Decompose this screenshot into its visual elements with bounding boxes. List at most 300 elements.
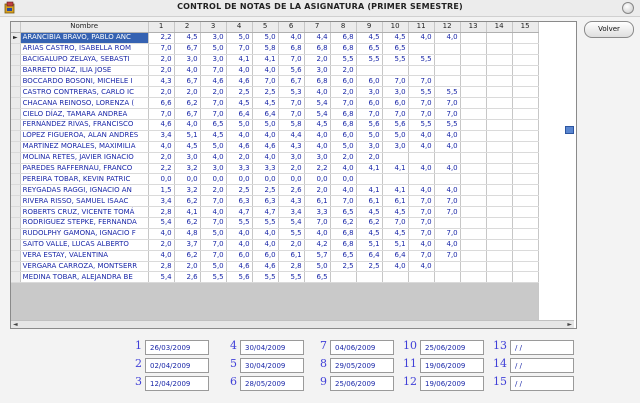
grade-cell[interactable]: [512, 32, 538, 43]
student-name-cell[interactable]: MARTÍNEZ MORALES, MAXIMILIA: [20, 141, 148, 152]
grade-cell[interactable]: 5,0: [252, 32, 278, 43]
grade-cell[interactable]: [512, 109, 538, 120]
grade-cell[interactable]: 4,6: [252, 141, 278, 152]
grade-cell[interactable]: [486, 207, 512, 218]
grade-cell[interactable]: 2,8: [278, 261, 304, 272]
grade-cell[interactable]: 6,2: [174, 98, 200, 109]
grade-cell[interactable]: 6,2: [174, 250, 200, 261]
grade-cell[interactable]: 4,3: [148, 76, 174, 87]
grade-cell[interactable]: 5,0: [330, 141, 356, 152]
table-row[interactable]: [11, 152, 538, 163]
grade-cell[interactable]: 3,0: [304, 152, 330, 163]
grade-cell[interactable]: [486, 130, 512, 141]
column-header-eval-10[interactable]: 10: [382, 22, 408, 32]
row-indicator[interactable]: [11, 98, 20, 109]
row-indicator[interactable]: [11, 54, 20, 65]
grade-cell[interactable]: 7,0: [200, 250, 226, 261]
grade-cell[interactable]: 6,4: [382, 250, 408, 261]
grade-cell[interactable]: 6,8: [278, 43, 304, 54]
grade-cell[interactable]: 4,0: [226, 239, 252, 250]
grade-cell[interactable]: 4,6: [226, 76, 252, 87]
grade-cell[interactable]: 4,1: [356, 163, 382, 174]
grade-cell[interactable]: 6,0: [382, 98, 408, 109]
grade-cell[interactable]: 5,0: [252, 120, 278, 131]
grade-cell[interactable]: 7,0: [408, 207, 434, 218]
row-indicator[interactable]: [11, 185, 20, 196]
row-indicator[interactable]: ►: [11, 32, 20, 43]
grade-cell[interactable]: 2,0: [148, 65, 174, 76]
grade-cell[interactable]: 5,0: [200, 43, 226, 54]
grade-cell[interactable]: 5,8: [252, 43, 278, 54]
grade-cell[interactable]: [408, 65, 434, 76]
grade-cell[interactable]: 4,0: [330, 163, 356, 174]
grade-cell[interactable]: [486, 120, 512, 131]
grade-cell[interactable]: 7,0: [304, 218, 330, 229]
grade-cell[interactable]: 0,0: [330, 174, 356, 185]
grade-cell[interactable]: 1,5: [148, 185, 174, 196]
grade-cell[interactable]: 3,3: [226, 163, 252, 174]
grade-cell[interactable]: 3,7: [174, 239, 200, 250]
grade-cell[interactable]: [512, 272, 538, 283]
grade-cell[interactable]: [512, 163, 538, 174]
grade-cell[interactable]: [434, 76, 460, 87]
evaluation-date-field[interactable]: 30/04/2009: [240, 340, 304, 355]
grade-cell[interactable]: 5,5: [330, 54, 356, 65]
grade-cell[interactable]: 7,0: [434, 109, 460, 120]
row-indicator[interactable]: [11, 239, 20, 250]
grade-cell[interactable]: 4,0: [200, 207, 226, 218]
grade-cell[interactable]: [382, 272, 408, 283]
table-row[interactable]: [11, 207, 538, 218]
grade-cell[interactable]: 2,5: [252, 87, 278, 98]
grade-cell[interactable]: 4,6: [226, 261, 252, 272]
row-indicator[interactable]: [11, 272, 20, 283]
grade-cell[interactable]: 2,0: [330, 87, 356, 98]
grade-cell[interactable]: 5,5: [382, 54, 408, 65]
student-name-cell[interactable]: BACIGALUPO ZELAYA, SEBASTI: [20, 54, 148, 65]
grade-cell[interactable]: 6,5: [200, 120, 226, 131]
grade-cell[interactable]: [460, 185, 486, 196]
grade-cell[interactable]: [434, 174, 460, 185]
grade-cell[interactable]: 7,0: [434, 250, 460, 261]
evaluation-date-field[interactable]: 19/06/2009: [420, 376, 484, 391]
grade-cell[interactable]: [512, 43, 538, 54]
grade-cell[interactable]: 6,1: [356, 196, 382, 207]
grade-cell[interactable]: [512, 228, 538, 239]
grade-cell[interactable]: 2,0: [174, 261, 200, 272]
grade-cell[interactable]: 0,0: [200, 174, 226, 185]
grade-cell[interactable]: 7,0: [148, 43, 174, 54]
grade-cell[interactable]: [512, 130, 538, 141]
grade-cell[interactable]: 5,5: [278, 228, 304, 239]
grade-cell[interactable]: 5,5: [408, 87, 434, 98]
table-row[interactable]: [11, 76, 538, 87]
grade-cell[interactable]: 0,0: [304, 174, 330, 185]
grade-cell[interactable]: 4,0: [226, 228, 252, 239]
student-name-cell[interactable]: ARIAS CASTRO, ISABELLA ROM: [20, 43, 148, 54]
grade-cell[interactable]: 4,0: [408, 163, 434, 174]
grade-cell[interactable]: 3,3: [252, 163, 278, 174]
grade-cell[interactable]: 6,7: [278, 76, 304, 87]
vertical-scrollbar[interactable]: [563, 21, 573, 327]
grade-cell[interactable]: 2,0: [148, 87, 174, 98]
grade-cell[interactable]: 7,0: [200, 218, 226, 229]
grade-cell[interactable]: [460, 174, 486, 185]
grade-cell[interactable]: [486, 98, 512, 109]
grade-cell[interactable]: [512, 218, 538, 229]
grade-cell[interactable]: 3,0: [200, 163, 226, 174]
grade-cell[interactable]: 6,8: [330, 43, 356, 54]
evaluation-date-field[interactable]: 30/04/2009: [240, 358, 304, 373]
grade-cell[interactable]: 6,4: [356, 250, 382, 261]
grade-cell[interactable]: [486, 43, 512, 54]
grade-cell[interactable]: 2,0: [148, 239, 174, 250]
grade-cell[interactable]: [512, 76, 538, 87]
grade-cell[interactable]: 4,0: [252, 130, 278, 141]
grade-cell[interactable]: [382, 65, 408, 76]
evaluation-date-field[interactable]: 04/06/2009: [330, 340, 394, 355]
grade-cell[interactable]: 4,0: [148, 141, 174, 152]
grade-cell[interactable]: 6,5: [382, 43, 408, 54]
column-header-eval-15[interactable]: 15: [512, 22, 538, 32]
grade-cell[interactable]: 3,0: [382, 87, 408, 98]
student-name-cell[interactable]: CIELO DÍAZ, TAMARA ANDREA: [20, 109, 148, 120]
grade-cell[interactable]: 5,5: [408, 54, 434, 65]
grade-cell[interactable]: 7,0: [382, 76, 408, 87]
grade-cell[interactable]: 6,2: [356, 218, 382, 229]
table-row[interactable]: [11, 163, 538, 174]
grade-cell[interactable]: [486, 272, 512, 283]
row-indicator[interactable]: [11, 109, 20, 120]
table-row[interactable]: [11, 228, 538, 239]
grade-cell[interactable]: 4,0: [330, 185, 356, 196]
grade-cell[interactable]: 4,0: [382, 261, 408, 272]
grade-cell[interactable]: 7,0: [330, 98, 356, 109]
grade-cell[interactable]: [512, 65, 538, 76]
grade-cell[interactable]: 7,0: [408, 76, 434, 87]
grade-cell[interactable]: 5,4: [304, 98, 330, 109]
grade-cell[interactable]: [460, 87, 486, 98]
grade-cell[interactable]: 0,0: [252, 174, 278, 185]
grade-cell[interactable]: 4,0: [252, 239, 278, 250]
grade-cell[interactable]: [460, 152, 486, 163]
grade-cell[interactable]: 4,1: [382, 163, 408, 174]
grade-cell[interactable]: 5,0: [356, 130, 382, 141]
grade-cell[interactable]: 6,3: [226, 196, 252, 207]
table-row[interactable]: [11, 87, 538, 98]
grade-cell[interactable]: 5,0: [382, 130, 408, 141]
grade-cell[interactable]: 5,1: [382, 239, 408, 250]
table-row[interactable]: [11, 272, 538, 283]
grade-cell[interactable]: [356, 272, 382, 283]
evaluation-date-field[interactable]: 28/05/2009: [240, 376, 304, 391]
student-name-cell[interactable]: PEREIRA TOBAR, KEVIN PATRIC: [20, 174, 148, 185]
grade-cell[interactable]: [460, 250, 486, 261]
column-header-nombre[interactable]: Nombre: [20, 22, 148, 32]
grade-cell[interactable]: [486, 185, 512, 196]
grade-cell[interactable]: 3,4: [148, 130, 174, 141]
grade-cell[interactable]: 7,0: [200, 65, 226, 76]
grade-cell[interactable]: [512, 87, 538, 98]
grade-cell[interactable]: 7,0: [434, 98, 460, 109]
column-header-eval-8[interactable]: 8: [330, 22, 356, 32]
grade-cell[interactable]: 4,5: [356, 32, 382, 43]
grade-cell[interactable]: [460, 43, 486, 54]
grade-cell[interactable]: 4,0: [304, 130, 330, 141]
grade-cell[interactable]: 4,0: [226, 130, 252, 141]
grade-cell[interactable]: 5,7: [304, 250, 330, 261]
grade-cell[interactable]: [512, 250, 538, 261]
grade-cell[interactable]: 2,0: [278, 239, 304, 250]
close-window-button[interactable]: [622, 2, 634, 14]
table-row[interactable]: [11, 185, 538, 196]
grade-cell[interactable]: [512, 54, 538, 65]
grade-cell[interactable]: 4,8: [174, 228, 200, 239]
evaluation-date-field[interactable]: / /: [510, 358, 574, 373]
grade-cell[interactable]: 5,5: [200, 272, 226, 283]
row-indicator[interactable]: [11, 218, 20, 229]
grade-cell[interactable]: [460, 218, 486, 229]
grade-cell[interactable]: 5,5: [226, 218, 252, 229]
grade-cell[interactable]: 4,5: [252, 98, 278, 109]
row-indicator[interactable]: [11, 87, 20, 98]
row-indicator[interactable]: [11, 152, 20, 163]
student-name-cell[interactable]: RUDOLPHY GAMONA, IGNACIO F: [20, 228, 148, 239]
grade-cell[interactable]: 6,0: [356, 76, 382, 87]
grade-cell[interactable]: 6,2: [330, 218, 356, 229]
grade-cell[interactable]: 4,0: [252, 65, 278, 76]
grade-cell[interactable]: 6,0: [252, 250, 278, 261]
grade-cell[interactable]: [512, 120, 538, 131]
grade-cell[interactable]: 4,0: [252, 152, 278, 163]
table-row[interactable]: [11, 141, 538, 152]
grade-cell[interactable]: 6,1: [278, 250, 304, 261]
grade-cell[interactable]: 5,1: [356, 239, 382, 250]
row-indicator[interactable]: [11, 228, 20, 239]
grade-cell[interactable]: 2,0: [330, 65, 356, 76]
grade-cell[interactable]: 7,0: [278, 54, 304, 65]
grade-cell[interactable]: 2,0: [356, 152, 382, 163]
grade-cell[interactable]: 6,8: [304, 76, 330, 87]
grade-cell[interactable]: 4,7: [252, 207, 278, 218]
grade-cell[interactable]: 6,0: [356, 98, 382, 109]
row-indicator[interactable]: [11, 207, 20, 218]
grade-cell[interactable]: 4,5: [200, 130, 226, 141]
grade-cell[interactable]: 3,0: [356, 141, 382, 152]
grade-cell[interactable]: 4,5: [226, 98, 252, 109]
grade-cell[interactable]: 4,0: [408, 239, 434, 250]
grade-cell[interactable]: 6,5: [330, 207, 356, 218]
grade-cell[interactable]: 7,0: [408, 109, 434, 120]
grade-cell[interactable]: [512, 174, 538, 185]
column-header-eval-6[interactable]: 6: [278, 22, 304, 32]
grade-cell[interactable]: 6,8: [330, 228, 356, 239]
grade-cell[interactable]: 3,4: [278, 207, 304, 218]
table-row[interactable]: [11, 98, 538, 109]
grade-cell[interactable]: 4,0: [408, 141, 434, 152]
grade-cell[interactable]: [356, 65, 382, 76]
grade-cell[interactable]: [486, 87, 512, 98]
table-row[interactable]: [11, 130, 538, 141]
student-name-cell[interactable]: BARRETO DÍAZ, ILIA JOSÉ: [20, 65, 148, 76]
grade-cell[interactable]: [486, 109, 512, 120]
grade-cell[interactable]: 4,0: [304, 87, 330, 98]
grade-cell[interactable]: 2,5: [226, 87, 252, 98]
student-name-cell[interactable]: RIVERA RISSO, SAMUEL ISAAC: [20, 196, 148, 207]
grade-cell[interactable]: 4,0: [304, 228, 330, 239]
grade-cell[interactable]: 4,5: [304, 120, 330, 131]
grade-cell[interactable]: [486, 141, 512, 152]
grade-cell[interactable]: [408, 174, 434, 185]
grade-cell[interactable]: [486, 174, 512, 185]
grade-cell[interactable]: 4,5: [174, 141, 200, 152]
table-row[interactable]: [11, 54, 538, 65]
grade-cell[interactable]: [460, 272, 486, 283]
row-indicator[interactable]: [11, 261, 20, 272]
grade-cell[interactable]: 6,2: [174, 218, 200, 229]
table-row[interactable]: [11, 43, 538, 54]
grade-cell[interactable]: 4,0: [148, 228, 174, 239]
grade-cell[interactable]: 6,1: [304, 196, 330, 207]
grade-cell[interactable]: 7,0: [200, 196, 226, 207]
grade-cell[interactable]: [408, 152, 434, 163]
student-name-cell[interactable]: LÓPEZ FIGUEROA, ALAN ANDRÉS: [20, 130, 148, 141]
evaluation-date-field[interactable]: 19/06/2009: [420, 358, 484, 373]
grade-cell[interactable]: [486, 228, 512, 239]
grade-cell[interactable]: 7,0: [278, 109, 304, 120]
grade-cell[interactable]: 2,0: [174, 87, 200, 98]
student-name-cell[interactable]: VERGARA CARROZA, MONTSERR: [20, 261, 148, 272]
grade-cell[interactable]: 6,4: [252, 109, 278, 120]
grade-cell[interactable]: 0,0: [174, 174, 200, 185]
student-name-cell[interactable]: FERNÁNDEZ RIVAS, FRANCISCO: [20, 120, 148, 131]
grade-cell[interactable]: 7,0: [200, 98, 226, 109]
grade-cell[interactable]: 4,5: [382, 228, 408, 239]
grade-cell[interactable]: [460, 130, 486, 141]
horizontal-scrollbar[interactable]: [11, 320, 574, 328]
grade-cell[interactable]: 6,8: [330, 109, 356, 120]
grade-cell[interactable]: [434, 65, 460, 76]
row-indicator[interactable]: [11, 163, 20, 174]
grade-cell[interactable]: 4,0: [174, 120, 200, 131]
grade-cell[interactable]: [486, 54, 512, 65]
grade-cell[interactable]: 4,1: [174, 207, 200, 218]
grade-cell[interactable]: [512, 239, 538, 250]
grade-cell[interactable]: 7,0: [382, 218, 408, 229]
column-header-eval-14[interactable]: 14: [486, 22, 512, 32]
grade-cell[interactable]: 4,3: [278, 196, 304, 207]
grade-cell[interactable]: [382, 152, 408, 163]
grade-cell[interactable]: 4,0: [252, 228, 278, 239]
grade-cell[interactable]: [434, 43, 460, 54]
row-indicator[interactable]: [11, 65, 20, 76]
grade-cell[interactable]: 2,0: [226, 152, 252, 163]
grade-cell[interactable]: 4,1: [252, 54, 278, 65]
grade-cell[interactable]: 3,0: [174, 152, 200, 163]
column-header-eval-1[interactable]: 1: [148, 22, 174, 32]
grade-cell[interactable]: 7,0: [330, 196, 356, 207]
grade-cell[interactable]: [434, 261, 460, 272]
student-name-cell[interactable]: REYGADAS RAGGI, IGNACIO AN: [20, 185, 148, 196]
grade-cell[interactable]: [330, 272, 356, 283]
grade-cell[interactable]: 6,8: [304, 43, 330, 54]
column-header-eval-7[interactable]: 7: [304, 22, 330, 32]
grade-cell[interactable]: 5,5: [252, 218, 278, 229]
grade-cell[interactable]: [486, 32, 512, 43]
grade-cell[interactable]: [486, 261, 512, 272]
column-header-eval-2[interactable]: 2: [174, 22, 200, 32]
grade-cell[interactable]: 4,6: [200, 76, 226, 87]
row-indicator[interactable]: [11, 250, 20, 261]
grade-cell[interactable]: 3,0: [304, 65, 330, 76]
grade-cell[interactable]: [356, 174, 382, 185]
grade-cell[interactable]: 2,6: [278, 185, 304, 196]
grade-cell[interactable]: 5,5: [356, 54, 382, 65]
grade-cell[interactable]: 6,7: [174, 109, 200, 120]
column-header-eval-3[interactable]: 3: [200, 22, 226, 32]
table-row[interactable]: [11, 261, 538, 272]
grade-cell[interactable]: 5,4: [304, 109, 330, 120]
grade-cell[interactable]: [460, 120, 486, 131]
grade-cell[interactable]: 3,0: [200, 32, 226, 43]
grade-cell[interactable]: [512, 152, 538, 163]
grade-cell[interactable]: 4,0: [434, 141, 460, 152]
grade-cell[interactable]: 4,4: [304, 32, 330, 43]
student-name-cell[interactable]: VERA ESTAY, VALENTINA: [20, 250, 148, 261]
grade-cell[interactable]: 2,6: [174, 272, 200, 283]
grade-cell[interactable]: 6,0: [226, 250, 252, 261]
row-indicator[interactable]: [11, 120, 20, 131]
grade-cell[interactable]: 7,0: [382, 109, 408, 120]
grade-cell[interactable]: [512, 207, 538, 218]
grade-cell[interactable]: 2,8: [148, 207, 174, 218]
grade-cell[interactable]: 2,0: [148, 54, 174, 65]
table-row[interactable]: [11, 250, 538, 261]
grade-cell[interactable]: 2,2: [304, 163, 330, 174]
grade-cell[interactable]: [486, 250, 512, 261]
grade-cell[interactable]: [512, 141, 538, 152]
grade-cell[interactable]: [486, 65, 512, 76]
grade-cell[interactable]: 5,0: [304, 261, 330, 272]
grade-cell[interactable]: 4,0: [200, 152, 226, 163]
grade-cell[interactable]: [460, 32, 486, 43]
grade-cell[interactable]: 7,0: [408, 218, 434, 229]
grade-cell[interactable]: 6,7: [174, 43, 200, 54]
student-name-cell[interactable]: MOLINA RETES, JAVIER IGNACIO: [20, 152, 148, 163]
grade-cell[interactable]: 2,0: [200, 87, 226, 98]
grade-cell[interactable]: 7,0: [408, 196, 434, 207]
grade-cell[interactable]: [408, 272, 434, 283]
grade-cell[interactable]: 6,0: [330, 130, 356, 141]
grade-cell[interactable]: 4,1: [356, 185, 382, 196]
grade-cell[interactable]: 2,5: [330, 261, 356, 272]
grade-cell[interactable]: [460, 65, 486, 76]
row-indicator[interactable]: [11, 130, 20, 141]
grade-cell[interactable]: 2,0: [148, 152, 174, 163]
student-name-cell[interactable]: RODRÍGUEZ STEPKE, FERNANDA: [20, 218, 148, 229]
grade-cell[interactable]: 5,0: [200, 141, 226, 152]
grade-cell[interactable]: 7,0: [200, 239, 226, 250]
grade-cell[interactable]: 0,0: [226, 174, 252, 185]
grade-cell[interactable]: [434, 218, 460, 229]
grade-cell[interactable]: 4,1: [226, 54, 252, 65]
grade-cell[interactable]: 7,0: [434, 228, 460, 239]
column-header-eval-4[interactable]: 4: [226, 22, 252, 32]
grade-cell[interactable]: 0,0: [148, 174, 174, 185]
grade-cell[interactable]: 6,8: [330, 120, 356, 131]
grade-cell[interactable]: 4,0: [434, 239, 460, 250]
scroll-right-arrow-icon[interactable]: ►: [567, 321, 572, 328]
